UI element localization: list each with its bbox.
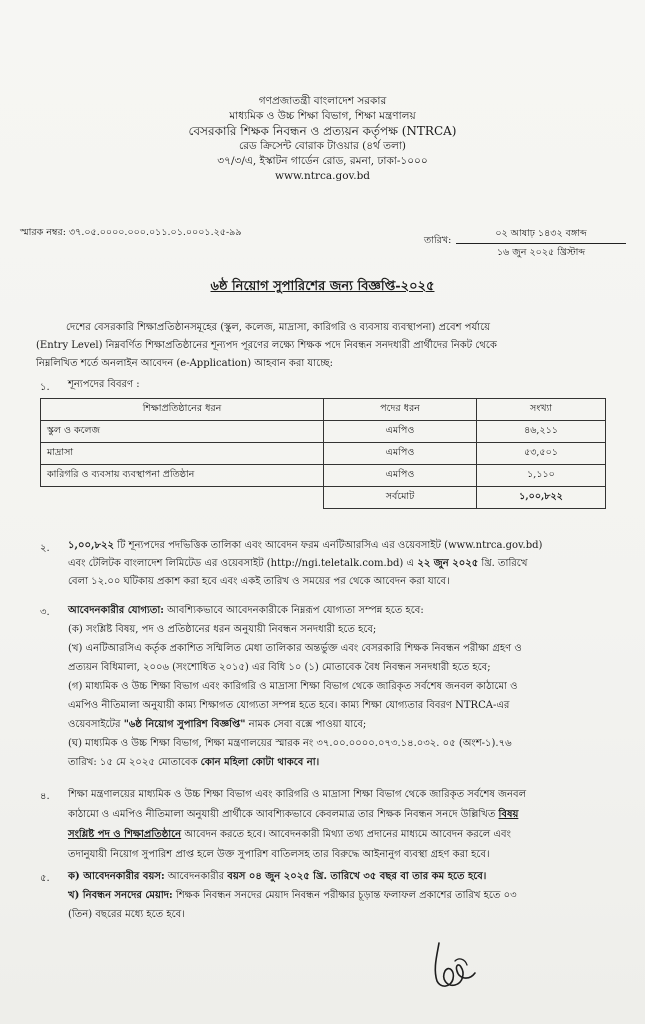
date-bangla: ০২ আষাঢ় ১৪৩২ বঙ্গাব্দ — [495, 228, 587, 239]
section-4-emphasis: বিষয় — [498, 809, 519, 820]
age-heading: ক) আবেদনকারীর বয়স: — [68, 871, 165, 882]
table-cell: এমপিও — [324, 443, 477, 465]
vacancy-count: ১,০০,৮২২ — [68, 540, 114, 551]
total-label: সর্বমোট — [324, 487, 477, 509]
validity-heading: খ) নিবন্ধন সনদের মেয়াদ: — [68, 890, 173, 901]
table-cell: ৫৩,৫০১ — [477, 443, 606, 465]
table-row — [41, 421, 606, 443]
vacancy-table — [40, 398, 606, 509]
date-gregorian: ১৬ জুন ২০২৫ খ্রিস্টাব্দ — [496, 247, 586, 258]
criteria-gha: (ঘ) মাধ্যমিক ও উচ্চ শিক্ষা বিভাগ, শিক্ষা মন্ত্রণালয়ের স্মারক নং ৩৭.০০.০০০০.০৭৩.১৪.০৩২. ০৫ (অংশ-১).৭৬ — [68, 738, 512, 749]
header-building: রেড ক্রিসেন্ট বোরাক টাওয়ার (৪র্থ তলা) — [238, 140, 407, 152]
section-4-text: আবেদন করতে হবে। আবেদনকারী মিথ্যা তথ্য প্রদানের মাধ্যমে আবেদন করলে এবং — [181, 829, 511, 840]
section-4-text: কাঠামো ও এমপিও নীতিমালা অনুযায়ী প্রার্থীকে আবশ্যিকভাবে কেবলমাত্র তার শিক্ষক নিবন্ধন সনদে উল্লিখিত — [68, 809, 499, 820]
table-total-row — [41, 487, 606, 509]
section-3-text: আবশ্যিকভাবে আবেদনকারীকে নিম্নরূপ যোগ্যতা সম্পন্ন হতে হবে: — [163, 605, 424, 616]
intro-line: দেশের বেসরকারি শিক্ষাপ্রতিষ্ঠানসমূহের (স্কুল, কলেজ, মাদ্রাসা, কারিগরি ও ব্যবসায় ব্যবস্থাপনা) প্রবেশ পর্যায়ে — [66, 322, 491, 333]
table-cell-empty — [41, 487, 324, 509]
section-4-text: শিক্ষা মন্ত্রণালয়ের মাধ্যমিক ও উচ্চ শিক্ষা বিভাগ এবং কারিগরি ও মাদ্রাসা শিক্ষা বিভাগ থেকে জারিকৃত সর্বশেষ জনবল — [68, 789, 527, 800]
signature — [425, 935, 480, 995]
table-cell: কারিগরি ও ব্যবসায় ব্যবস্থাপনা প্রতিষ্ঠান — [41, 465, 324, 487]
section-3-number: ৩. — [40, 607, 50, 618]
table-cell: ৪৬,২১১ — [477, 421, 606, 443]
section-4-number: ৪. — [40, 791, 50, 802]
section-5-body — [68, 867, 613, 924]
section-2-body — [68, 537, 613, 591]
section-2-text: টি শূন্যপদের পদভিত্তিক তালিকা এবং আবেদন ফরম এনটিআরসিএ এর ওয়েবসাইট (www.ntrca.gov.bd) — [113, 540, 543, 551]
column-header: সংখ্যা — [477, 399, 606, 421]
notice-title: ৬ষ্ঠ নিয়োগ সুপারিশের জন্য বিজ্ঞপ্তি-২০২৫ — [210, 279, 435, 294]
publish-date: ২২ জুন ২০২৫ — [417, 558, 479, 569]
table-cell: এমপিও — [324, 465, 477, 487]
header-gov: গণপ্রজাতন্ত্রী বাংলাদেশ সরকার — [258, 95, 387, 107]
table-cell: এমপিও — [324, 421, 477, 443]
section-3-body — [68, 601, 613, 772]
intro-paragraph — [36, 319, 616, 373]
criteria-gha: তারিখ: ১৫ মে ২০২৫ মোতাবেক — [68, 757, 201, 768]
service-box-name: "৬ষ্ঠ নিয়োগ সুপারিশ বিজ্ঞপ্তি" — [123, 719, 246, 730]
section-1-heading: শূন্যপদের বিবরণ : — [68, 379, 140, 390]
criteria-ga: এমপিও নীতিমালা অনুযায়ী কাম্য শিক্ষাগত যোগ্যতা সম্পন্ন হতে হবে। কাম্য শিক্ষা যোগ্যতার বিবরণ NTRCA-এর — [68, 700, 510, 711]
header-ntrca: বেসরকারি শিক্ষক নিবন্ধন ও প্রত্যয়ন কর্তৃপক্ষ (NTRCA) — [188, 124, 457, 138]
memo-value: ৩৭.০৫.০০০০.০০০.০১১.০১.০০০১.২৫-৯৯ — [68, 227, 242, 238]
age-text: আবেদনকারীর — [164, 871, 228, 882]
intro-line: নিম্নলিখিত শর্তে অনলাইন আবেদন (e-Application) আহবান করা যাচ্ছে: — [36, 358, 333, 369]
section-5-number: ৫. — [40, 873, 50, 884]
section-2-number: ২. — [40, 543, 50, 554]
header-website: www.ntrca.gov.bd — [274, 170, 371, 182]
section-4-text: তদানুযায়ী নিয়োগ সুপারিশ প্রাপ্ত হলে উক্ত সুপারিশ বাতিলসহ তার বিরুদ্ধে আইনানুগ ব্যবস্থা গ্রহণ করা হবে। — [68, 849, 490, 860]
memo-label: স্মারক নম্বর: — [20, 227, 66, 238]
section-3-heading: আবেদনকারীর যোগ্যতা: — [68, 605, 164, 616]
date-divider — [456, 243, 626, 244]
intro-line: (Entry Level) নিম্নবর্ণিত শিক্ষাপ্রতিষ্ঠানের শূন্যপদ পূরণের লক্ষ্যে শিক্ষক পদে নিবন্ধন সনদধারী প্রার্থীদের নিকট থেকে — [36, 340, 497, 351]
no-female-quota: কোন মহিলা কোটা থাকবে না। — [200, 757, 320, 768]
criteria-ga: ওয়েবসাইটের — [68, 719, 124, 730]
table-row — [41, 465, 606, 487]
table-row — [41, 443, 606, 465]
header-address: ৩৭/৩/এ, ইস্কাটন গার্ডেন রোড, রমনা, ঢাকা-১০০০ — [217, 155, 428, 167]
criteria-ka: (ক) সংশ্লিষ্ট বিষয়, পদ ও প্রতিষ্ঠানের ধরন অনুযায়ী নিবন্ধন সনদধারী হতে হবে; — [68, 624, 377, 635]
table-cell: স্কুল ও কলেজ — [41, 421, 324, 443]
age-limit: বয়স ০৪ জুন ২০২৫ খ্রি. তারিখে ৩৫ বছর বা তার কম হতে হবে। — [227, 871, 487, 882]
section-4-body — [68, 785, 613, 865]
table-cell: ১,১১০ — [477, 465, 606, 487]
date-label: তারিখ: — [424, 235, 452, 246]
criteria-kha: প্রত্যয়ন বিধিমালা, ২০০৬ (সংশোধিত ২০১৫) এর বিধি ১০ (১) মোতাবেক বৈধ নিবন্ধন সনদধারী হতে হবে; — [68, 662, 491, 673]
section-1-number: ১. — [40, 382, 50, 393]
total-value: ১,০০,৮২২ — [477, 487, 606, 509]
section-2-text: এবং টেলিটক বাংলাদেশ লিমিটেড এর ওয়েবসাইট (http://ngi.teletalk.com.bd) এ — [68, 558, 418, 569]
section-4-emphasis: সংশ্লিষ্ট পদ ও শিক্ষাপ্রতিষ্ঠানে — [68, 829, 182, 840]
header-division: মাধ্যমিক ও উচ্চ শিক্ষা বিভাগ, শিক্ষা মন্ত্রণালয় — [229, 110, 416, 122]
criteria-ga: (গ) মাধ্যমিক ও উচ্চ শিক্ষা বিভাগ এবং কারিগরি ও মাদ্রাসা শিক্ষা বিভাগ থেকে জারিকৃত সর্বশেষ জনবল কাঠামো ও — [68, 681, 518, 692]
section-2-text: বেলা ১২.০০ ঘটিকায় প্রকাশ করা হবে এবং একই তারিখ ও সময়ের পর থেকে আবেদন করা যাবে। — [68, 576, 450, 587]
validity-text: শিক্ষক নিবন্ধন সনদের মেয়াদ নিবন্ধন পরীক্ষার চূড়ান্ত ফলাফল প্রকাশের তারিখ হতে ০৩ — [172, 890, 517, 901]
validity-text: (তিন) বছরের মধ্যে হতে হবে। — [68, 909, 185, 920]
criteria-ga: নামক সেবা বক্সে পাওয়া যাবে; — [245, 719, 367, 730]
section-2-text: খ্রি. তারিখে — [478, 558, 528, 569]
table-header-row — [41, 399, 606, 421]
criteria-kha: (খ) এনটিআরসিএ কর্তৃক প্রকাশিত সম্মিলিত মেধা তালিকার অন্তর্ভুক্ত এবং বেসরকারি শিক্ষক নিবন্ধন পরীক্ষা গ্রহণ ও — [68, 643, 522, 654]
table-cell: মাদ্রাসা — [41, 443, 324, 465]
memo-number — [20, 226, 241, 241]
column-header: পদের ধরন — [324, 399, 477, 421]
column-header: শিক্ষাপ্রতিষ্ঠানের ধরন — [41, 399, 324, 421]
office-header — [0, 94, 645, 184]
